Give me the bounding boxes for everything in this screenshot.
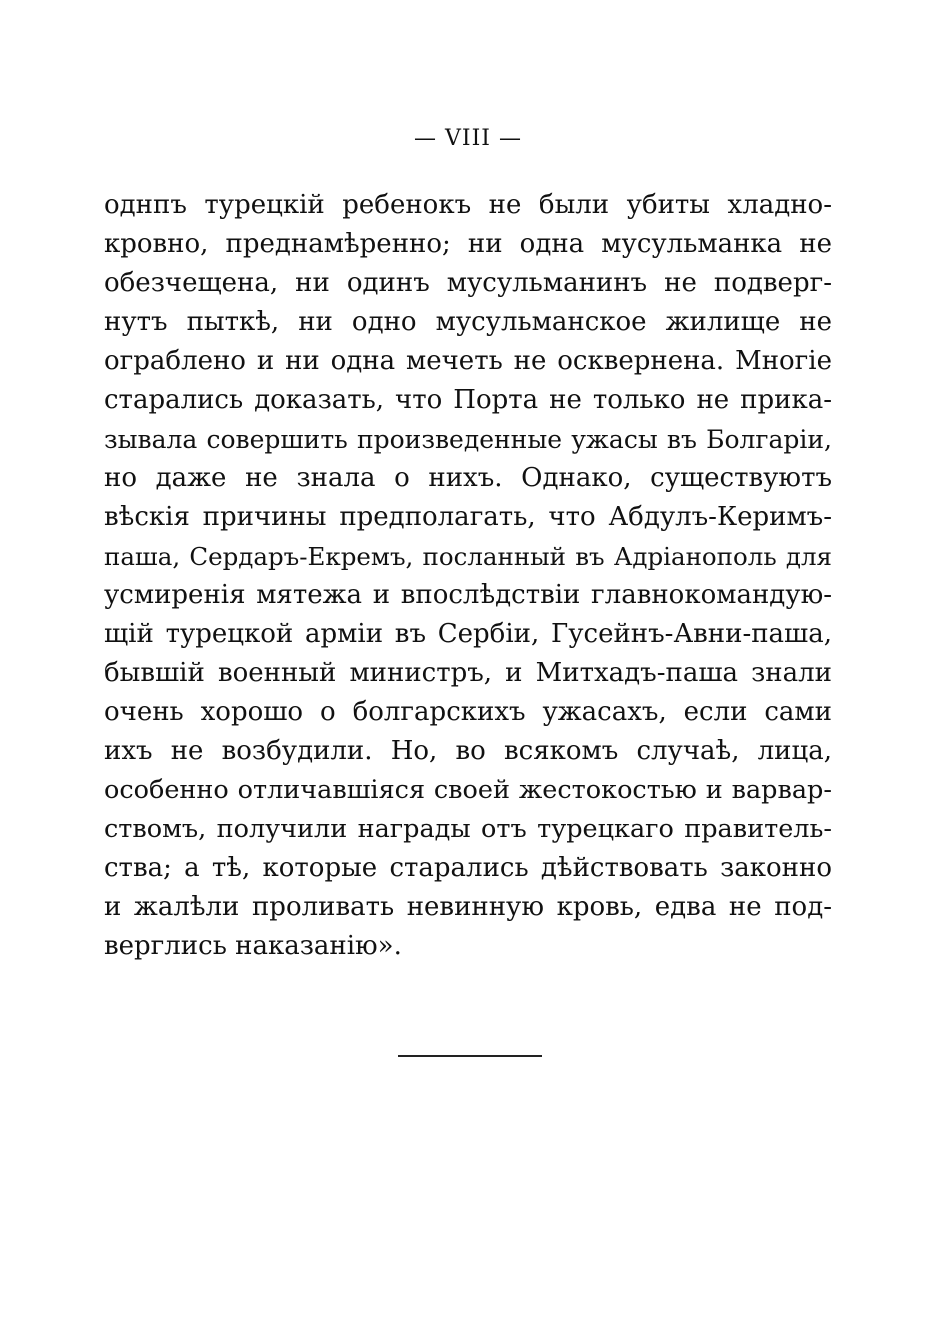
text-line: ограблено и ни одна мечеть не осквернена. Многіе bbox=[104, 346, 832, 376]
text-line: но даже не знала о нихъ. Однако, существуютъ bbox=[104, 463, 832, 493]
text-line: обезчещена, ни одинъ мусульманинъ не подверг- bbox=[104, 268, 832, 298]
text-line: верглись наказанію». bbox=[104, 931, 402, 961]
text-line: щій турецкой арміи въ Сербіи, Гусейнъ-Авни-паша, bbox=[104, 619, 832, 649]
text-line: кровно, преднамѣренно; ни одна мусульманка не bbox=[104, 229, 832, 259]
text-line: и жалѣли проливать невинную кровь, едва не под- bbox=[104, 892, 832, 922]
text-line: усмиренія мятежа и впослѣдствіи главнокомандую- bbox=[104, 580, 832, 610]
text-line: ства; а тѣ, которые старались дѣйствовать законно bbox=[104, 853, 832, 883]
text-line: нутъ пыткѣ, ни одно мусульманское жилище не bbox=[104, 307, 832, 337]
text-line: особенно отличавшіяся своей жестокостью и варвар- bbox=[104, 775, 832, 805]
text-line: ствомъ, получили награды отъ турецкаго правитель- bbox=[104, 814, 832, 844]
text-line: старались доказать, что Порта не только не прика- bbox=[104, 385, 832, 415]
page-number: — VIII — bbox=[414, 126, 522, 151]
text-line: зывала совершить произведенные ужасы въ Болгаріи, bbox=[104, 425, 832, 454]
text-line: бывшій военный министръ, и Митхадъ-паша знали bbox=[104, 658, 832, 688]
text-line: ихъ не возбудили. Но, во всякомъ случаѣ, лица, bbox=[104, 736, 832, 766]
text-line: очень хорошо о болгарскихъ ужасахъ, если сами bbox=[104, 697, 832, 727]
body-text bbox=[104, 186, 832, 966]
text-line: вѣскія причины предполагать, что Абдулъ-Керимъ- bbox=[104, 502, 832, 532]
text-line: паша, Сердаръ-Екремъ, посланный въ Адріанополь для bbox=[104, 542, 832, 571]
closing-rule bbox=[398, 1055, 542, 1057]
text-line: однпъ турецкій ребенокъ не были убиты хладно- bbox=[104, 190, 832, 220]
